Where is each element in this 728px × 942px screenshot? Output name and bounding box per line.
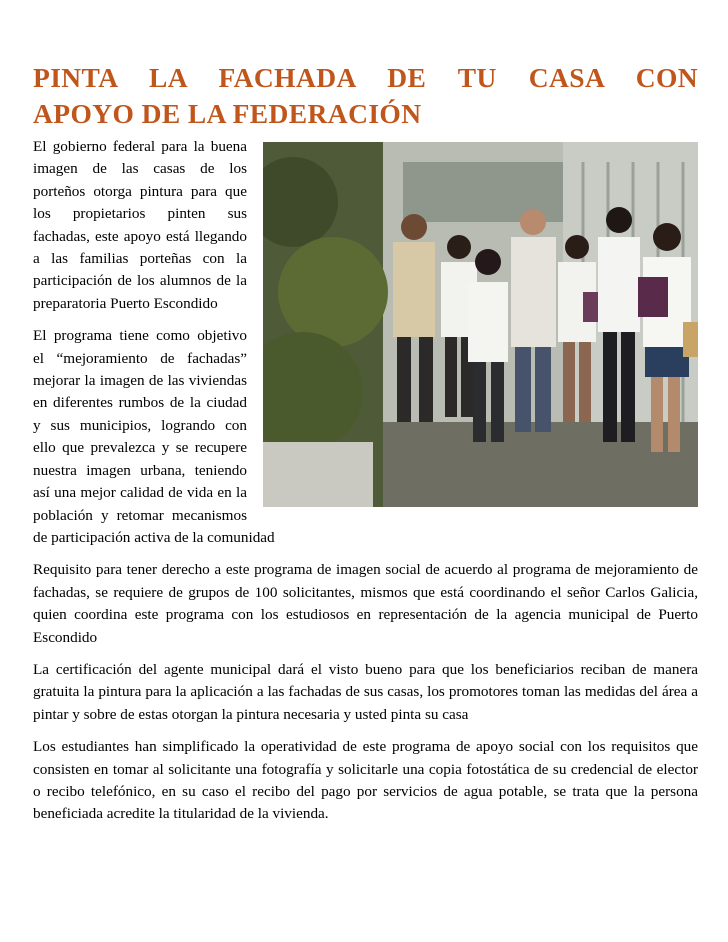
paragraph-4: La certificación del agente municipal dará el visto bueno para que los beneficiarios reciban de manera gratuita la pintura para la aplicación a las fachadas de sus casas, los promotores toman las medidas del área a pintar y sobre de estas otorgan la pintura necesaria y usted pinta su casa: [33, 660, 698, 723]
paragraph-5: Los estudiantes han simplificado la operatividad de este programa de apoyo social con los requisitos que consisten en tomar al solicitante una fotografía y solicitarle una copia fotostática de su credencial de elector o recibo telefónico, en su caso el recibo del pago por servicios de agua potable, se trata que la persona beneficiada acredite la titularidad de la vivienda.: [33, 738, 698, 823]
group-photo-illustration: [263, 142, 698, 507]
group-photo: [263, 142, 698, 507]
paragraph-2: El programa tiene como objetivo el “mejoramiento de fachadas” mejorar la imagen de las viviendas en diferentes rumbos de la ciudad y sus municipios, logrando con ello que prevalezca y se recupere nuestra imagen urbana, teniendo así una mejor calidad de vida en la población y retomar mecanismos de participación activa de la comunidad: [33, 327, 275, 546]
paragraph-1: El gobierno federal para la buena imagen de las casas de los porteños otorga pintura para que los propietarios pinten sus fachadas, este apoyo está llegando a las familias porteñas con la participación de los alumnos de la preparatoria Puerto Escondido: [33, 138, 247, 312]
paragraph-3: Requisito para tener derecho a este programa de imagen social de acuerdo al programa de mejoramiento de fachadas, se requiere de grupos de 100 solicitantes, mismos que está coordinando el señor Carlos Galicia, quien coordina este programa con los estudiosos en representación de la agencia municipal de Puerto Escondido: [33, 561, 698, 646]
article: [33, 0, 698, 836]
title-line-1: PINTA LA FACHADA DE TU CASA CON: [33, 62, 698, 93]
article-title: [33, 0, 698, 132]
title-line-2: APOYO DE LA FEDERACIÓN: [33, 98, 422, 129]
